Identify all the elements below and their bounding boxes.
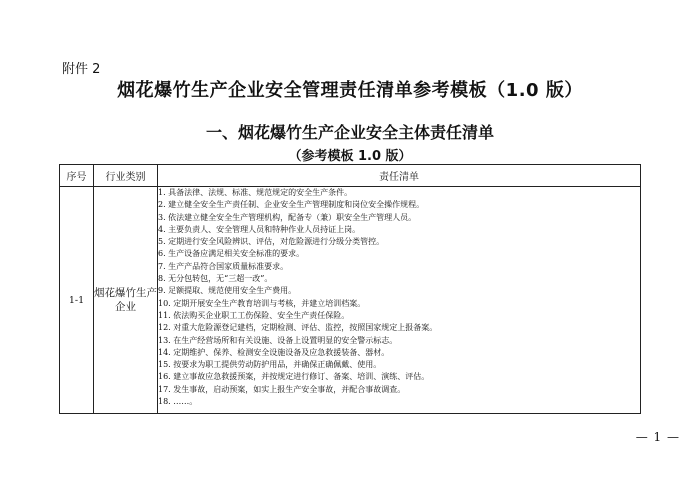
list-item: 16. 建立事故应急救援预案，并按规定进行修订、备案、培训、演练、评估。: [158, 372, 430, 382]
responsibility-list: [158, 187, 640, 408]
list-item: 9. 足额提取、规范使用安全生产费用。: [158, 286, 297, 296]
section-title: 一、烟花爆竹生产企业安全主体责任清单: [205, 123, 494, 142]
list-item: 18. ……。: [158, 397, 198, 407]
list-item: 10. 定期开展安全生产教育培训与考核，并建立培训档案。: [158, 298, 366, 308]
document-title: 烟花爆竹生产企业安全管理责任清单参考模板（1.0 版）: [117, 80, 583, 101]
row-no: 1-1: [60, 187, 94, 414]
page-number: — 1 —: [635, 430, 680, 444]
list-item: 17. 发生事故，启动预案，如实上报生产安全事故，并配合事故调查。: [158, 384, 406, 394]
row-industry: 烟花爆竹生产企业: [94, 187, 158, 414]
attachment-label: 附件 2: [62, 62, 101, 77]
list-item: 3. 依法建立健全安全生产管理机构，配备专（兼）职安全生产管理人员。: [158, 212, 417, 222]
table-header-row: [60, 165, 641, 187]
list-item: 13. 在生产经营场所和有关设施、设备上设置明显的安全警示标志。: [158, 335, 398, 345]
list-item: 11. 依法购买企业职工工伤保险、安全生产责任保险。: [158, 310, 350, 320]
list-item: 2. 建立健全安全生产责任制、企业安全生产管理制度和岗位安全操作规程。: [158, 200, 425, 210]
row-responsibilities: [158, 187, 641, 414]
list-item: 6. 生产设备应满足相关安全标准的要求。: [158, 249, 305, 259]
list-item: 15. 按要求为职工提供劳动防护用品，并确保正确佩戴、使用。: [158, 360, 382, 370]
table-row: [60, 187, 641, 414]
header-no: 序号: [60, 165, 94, 187]
list-item: 7. 生产产品符合国家质量标准要求。: [158, 261, 289, 271]
header-industry: 行业类别: [94, 165, 158, 187]
list-item: 12. 对重大危险源登记建档，定期检测、评估、监控，按照国家规定上报备案。: [158, 323, 438, 333]
list-item: 14. 定期维护、保养、检测安全设施设备及应急救援装备、器材。: [158, 347, 390, 357]
section-subtitle: （参考模板 1.0 版）: [288, 149, 412, 164]
header-responsibilities: 责任清单: [158, 165, 641, 187]
list-item: 8. 无分包转包，无“三超一改”。: [158, 274, 273, 284]
list-item: 1. 具备法律、法规、标准、规范规定的安全生产条件。: [158, 188, 353, 197]
responsibility-table: [59, 164, 641, 414]
list-item: 4. 主要负责人、安全管理人员和特种作业人员持证上岗。: [158, 224, 361, 234]
list-item: 5. 定期进行安全风险辨识、评估，对危险源进行分级分类管控。: [158, 237, 385, 247]
